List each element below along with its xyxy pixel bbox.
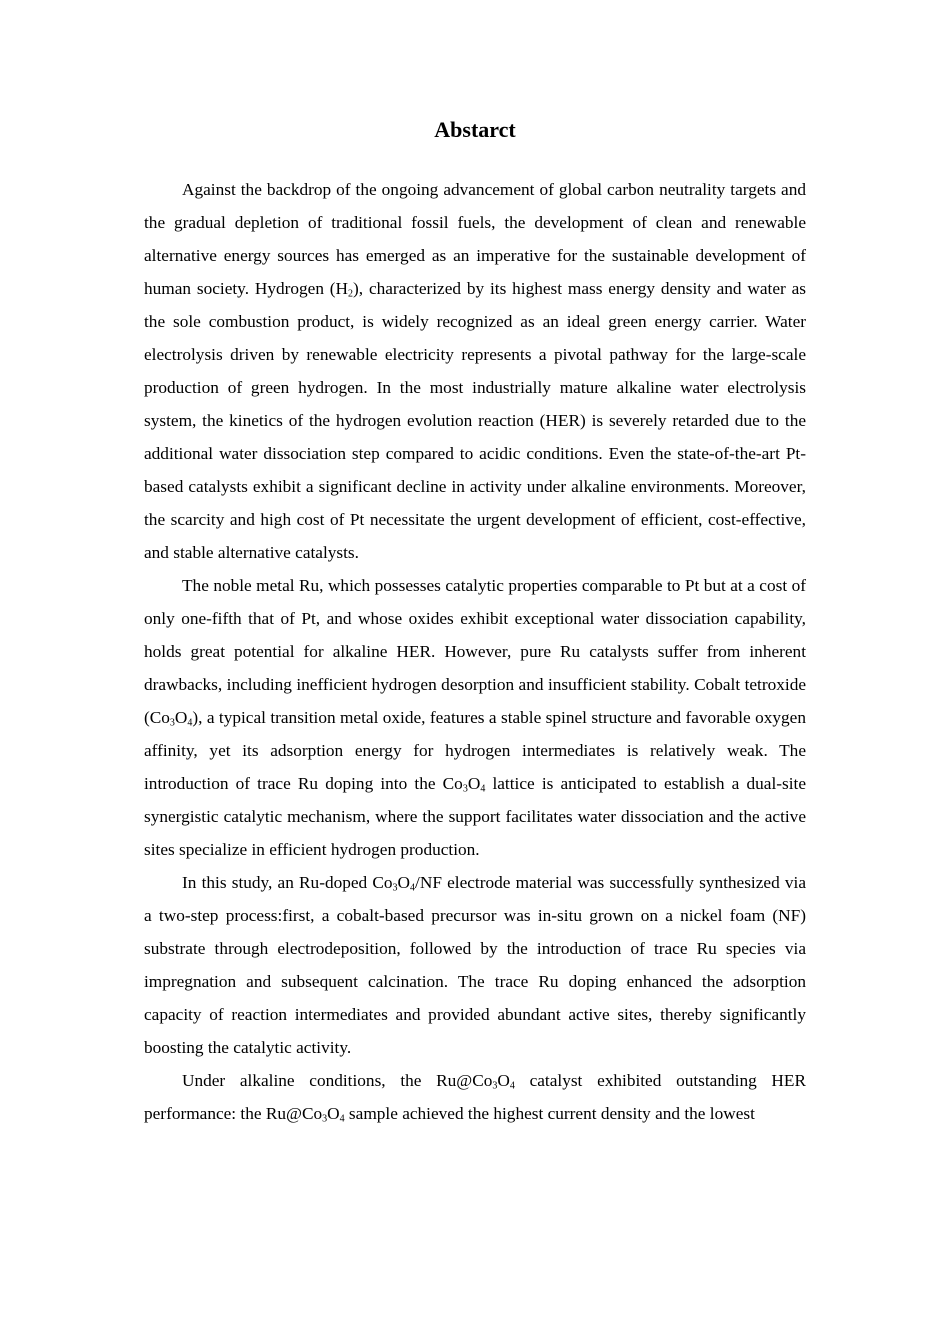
paragraph-text: catalyst exhibited outstanding HER performance: the Ru@Co [144, 1071, 806, 1123]
abstract-body [144, 173, 806, 1130]
subscript-text: 3 [392, 882, 398, 894]
abstract-paragraph [144, 866, 806, 1064]
paragraph-text: lattice is anticipated to establish a dual-site synergistic catalytic mechanism, where the support facilitates water dissociation and the active sites specialize in efficient hydrogen production. [144, 774, 807, 859]
subscript-text: 2 [348, 288, 354, 300]
paragraph-text: O [327, 1104, 340, 1123]
paragraph-text: Against the backdrop of the ongoing advancement of global carbon neutrality targets and the gradual depletion of traditional fossil fuels, the development of clean and renewable alternative energy sources has emerged as an imperative for the sustainable development of human society. Hydrogen (H [144, 180, 806, 298]
subscript-text: 3 [462, 783, 468, 795]
paragraph-text: Under alkaline conditions, the Ru@Co [182, 1071, 493, 1090]
page-title: Abstarct [434, 117, 516, 142]
subscript-text: 4 [187, 717, 193, 729]
subscript-text: 3 [322, 1113, 328, 1125]
paragraph-text: In this study, an Ru-doped Co [182, 873, 393, 892]
paragraph-text: ), a typical transition metal oxide, features a stable spinel structure and favorable oxygen affinity, yet its adsorption energy for hydrogen intermediates is relatively weak. The introduction of trace Ru doping into the Co [144, 708, 806, 793]
abstract-paragraph [144, 569, 806, 866]
paragraph-text: sample achieved the highest current density and the lowest [344, 1104, 755, 1123]
subscript-text: 4 [410, 882, 416, 894]
paragraph-text: O [497, 1071, 510, 1090]
subscript-text: 4 [509, 1080, 515, 1092]
paragraph-text: O [467, 774, 481, 793]
subscript-text: 4 [339, 1113, 345, 1125]
paragraph-text: ), characterized by its highest mass energy density and water as the sole combustion product, is widely recognized as an ideal green energy carrier. Water electrolysis driven by renewable electricity represents a pivotal pathway for the large-scale production of green hydrogen. In the most industrially mature alkaline water electrolysis system, the kinetics of the hydrogen evolution reaction (HER) is severely retarded due to the additional water dissociation step compared to acidic conditions. Even the state-of-the-art Pt-based catalysts exhibit a significant decline in activity under alkaline environments. Moreover, the scarcity and high cost of Pt necessitate the urgent development of efficient, cost-effective, and stable alternative catalysts. [144, 279, 806, 562]
abstract-paragraph [144, 1064, 806, 1130]
paragraph-text: The noble metal Ru, which possesses catalytic properties comparable to Pt but at a cost of only one-fifth that of Pt, and whose oxides exhibit exceptional water dissociation capability, holds great potential for alkaline HER. However, pure Ru catalysts suffer from inherent drawbacks, including inefficient hydrogen desorption and insufficient stability. Cobalt tetroxide (Co [144, 576, 806, 727]
paragraph-text: O [397, 873, 411, 892]
subscript-text: 3 [169, 717, 175, 729]
abstract-paragraph [144, 173, 806, 569]
paragraph-text: /NF electrode material was successfully synthesized via a two-step process:first, a cobalt-based precursor was in-situ grown on a nickel foam (NF) substrate through electrodeposition, followed by the introduction of trace Ru species via impregnation and subsequent calcination. The trace Ru doping enhanced the adsorption capacity of reaction intermediates and provided abundant active sites, thereby significantly boosting the catalytic activity. [144, 873, 807, 1057]
subscript-text: 4 [480, 783, 486, 795]
paragraph-text: O [174, 708, 188, 727]
subscript-text: 3 [492, 1080, 498, 1092]
